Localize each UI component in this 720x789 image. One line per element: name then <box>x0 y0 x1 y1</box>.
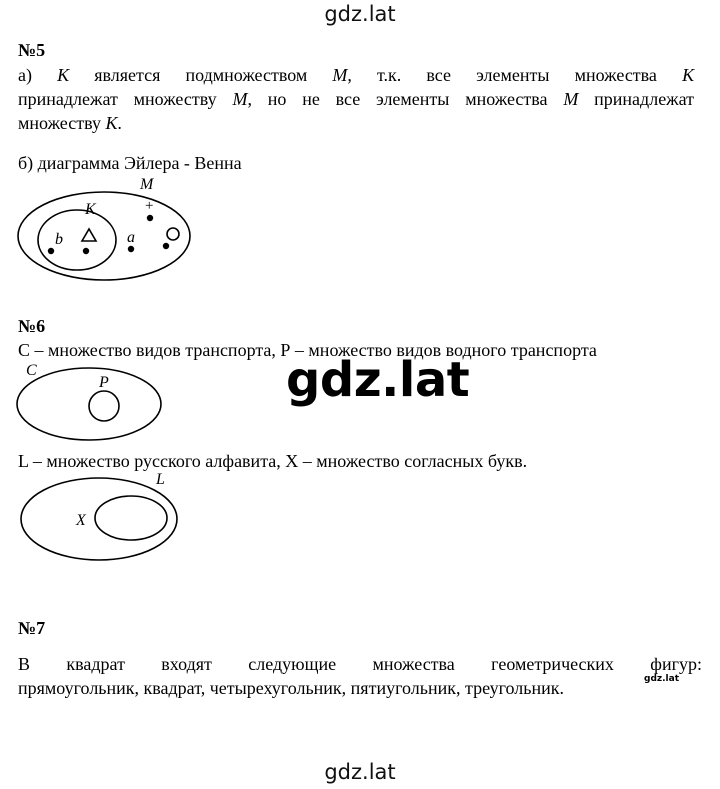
task6-line2: L – множество русского алфавита, Х – множество согласных букв. <box>18 451 528 471</box>
task7-line1: В квадрат входят следующие множества геометрических фигур: <box>18 654 702 674</box>
set-l-label: L <box>156 471 165 488</box>
watermark-tiny: gdz.lat <box>644 674 680 684</box>
task5-a-line3: множеству К. <box>18 113 122 133</box>
task6-line1: С – множество видов транспорта, Р – множество видов водного транспорта <box>18 340 597 360</box>
task5-b-text: б) диаграмма Эйлера - Венна <box>18 153 242 173</box>
plus-element: + <box>145 198 154 214</box>
set-m-label: M <box>140 176 154 193</box>
set-x-label: X <box>76 512 86 529</box>
task5-a-line2: принадлежат множеству М, но не все элементы множества М принадлежат <box>18 89 695 109</box>
set-p-label: P <box>99 374 109 391</box>
watermark-center: gdz.lat <box>286 352 470 408</box>
set-l-ellipse <box>21 478 177 560</box>
watermark-top: gdz.lat <box>324 2 396 26</box>
element-a-label: a <box>127 229 135 246</box>
element-b-label: b <box>55 231 63 248</box>
task5-a-line1: а) К является подмножеством М, т.к. все элементы множества К <box>18 65 695 85</box>
set-k-label: K <box>85 201 96 218</box>
task7-number: №7 <box>18 618 46 638</box>
watermark-bottom: gdz.lat <box>324 760 396 784</box>
set-c-label: C <box>26 362 37 379</box>
task6-number: №6 <box>18 316 46 336</box>
task7-line2: прямоугольник, квадрат, четырехугольник, пятиугольник, треугольник. <box>18 678 565 698</box>
set-x-ellipse <box>95 496 167 540</box>
task5-number: №5 <box>18 40 46 60</box>
